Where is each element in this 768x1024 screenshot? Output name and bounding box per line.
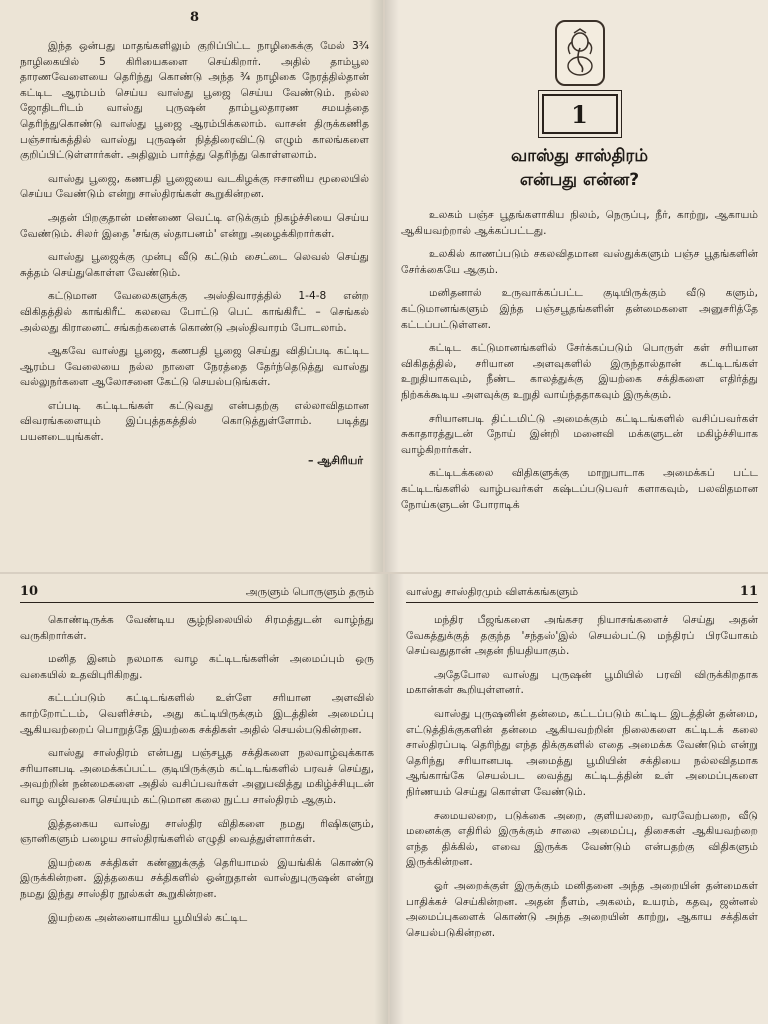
paragraph: உலகில் காணப்படும் சகலவிதமான வஸ்துக்களும் பஞ்ச பூதங்களின் சேர்க்கையே ஆகும். [401, 248, 758, 276]
paragraph: உலகம் பஞ்ச பூதங்களாகிய நிலம், நெருப்பு, நீர், காற்று, ஆகாயம் ஆகியவற்றால் ஆக்கப்பட்டது. [401, 209, 758, 237]
paragraph: இயற்கை அன்னையாகிய பூமியில் கட்டிட [48, 911, 248, 924]
paragraph: அதன் பிறகுதான் மண்ணை வெட்டி எடுக்கும் நிகழ்ச்சியை செய்ய வேண்டும். சிலர் இதை 'சங்கு ஸ்தாபனம்' என்று அழைக்கிறார்கள். [20, 211, 369, 240]
paragraph: கொண்டிருக்க வேண்டிய சூழ்நிலையில் சிரமத்துடன் வாழ்ந்து வருகிறார்கள். [20, 614, 374, 642]
chapter-number: 1 [542, 94, 618, 134]
author-signature: – ஆசிரியர் [308, 453, 363, 467]
page-8 [0, 0, 383, 572]
page-9 [385, 0, 768, 572]
paragraph: வாஸ்து பூஜைக்கு முன்பு வீடு கட்டும் சைட்டை லெவல் செய்து சுத்தம் செய்துகொள்ள வேண்டும். [20, 251, 369, 279]
paragraph: அதேபோல வாஸ்து புருஷன் பூமியில் பரவி விருக்கிறதாக மகான்கள் கூறியுள்ளனர். [406, 668, 758, 697]
gutter-shadow [369, 0, 383, 572]
paragraph: வாஸ்து சாஸ்திரம் என்பது பஞ்சபூத சக்திகளை நலவாழ்வுக்காக சரியானபடி அமைக்கப்பட்ட குடியிருக்கும் கட்டிடங்களில் பரவச் செய்து, அவற்றின் நன்மைகளை அதில் வசிப்பவர்கள் அனுபவித்து மகிழ்ச்சியுடன் வாழ வழிவகை செய்யும் கட்டுமான கலை நுட்ப சாஸ்திரம் ஆகும். [20, 747, 374, 806]
running-header [20, 574, 374, 603]
chapter-title [401, 144, 758, 192]
paragraph: சரியானபடி திட்டமிட்டு அமைக்கும் கட்டிடங்களில் வசிப்பவர்கள் சுகாதாரத்துடன் நோய் இன்றி மனைவி மக்களுடன் மகிழ்ச்சியாக வாழ்கிறார்கள். [401, 412, 758, 456]
gutter-shadow [385, 0, 399, 572]
page-10 [0, 574, 388, 1024]
paragraph: எப்படி கட்டிடங்கள் கட்டுவது என்பதற்கு எல்லாவிதமான விவரங்களையும் இப்புத்தகத்தில் கொடுத்துள்ளோம். படித்து பயனடையுங்கள். [20, 399, 369, 444]
paragraph: கட்டுமான வேலைகளுக்கு அஸ்திவாரத்தில் 1-4-8 என்ற விகிதத்தில் காங்கிரீட் கலவை போட்டு பெட் காங்கிரீட் – செங்கல் அல்லது கிரானைட் சங்கற்களைக் கொண்டு அஸ்திவாரம் போடலாம். [20, 290, 369, 334]
paragraph: மனிதனால் உருவாக்கப்பட்ட குடியிருக்கும் வீடு களும், கட்டுமானங்களும் இந்த பஞ்சபூதங்களின் தன்மைகளை அனுசரித்தே கட்டப்பட்டுள்ளன. [401, 287, 758, 331]
chapter-title-line1: வாஸ்து சாஸ்திரம் [510, 146, 649, 166]
ganesha-emblem-icon [555, 20, 605, 86]
paragraph: கட்டிட கட்டுமானங்களில் சேர்க்கப்படும் பொருள் கள் சரியான விகிதத்தில், சரியான அளவுகளில் இருந்தால்தான் கட்டிடங்கள் உறுதியாகவும், நீண்ட காலத்துக்கு இயற்கை சக்திகளை எதிர்த்து நிற்கக்கூடிய அளவுக்கு உறுதி வாய்ந்ததாகவும் இருக்கும். [401, 342, 758, 401]
paragraph: சமையலறை, படுக்கை அறை, குளியலறை, வரவேற்பறை, வீடு மனைக்கு எதிரில் இருக்கும் சாலை அமைப்பு, திசைகள் ஆகியவற்றை எந்த திக்கில், எவை இருக்க வேண்டும் என்பதற்கு விதிகளும் இருக்கின்றன. [406, 809, 758, 869]
paragraph: வாஸ்து பூஜை, கணபதி பூஜையை வடகிழக்கு ஈசானிய மூலையில் செய்ய வேண்டும் என்று சாஸ்திரங்கள் கூறுகின்றன. [20, 172, 369, 201]
page-number: 8 [189, 10, 200, 25]
paragraph: வாஸ்து புருஷனின் தன்மை, கட்டப்படும் கட்டிட இடத்தின் தன்மை, எட்டுத்திக்குகளின் தன்மை ஆகியவற்றின் நிலைகளை கட்டிடக் கலை சாஸ்திரப்படி தெரிந்து எந்த திக்குகளில் எதை அமைக்க வேண்டும் என்று தெரிந்து சரியானபடி அமைத்து பூமியின் சக்தியை நல்லவிதமாக ஆங்காங்கே செயல்பட வைத்து கட்டிடத்தின் உள் அமைப்புகளை நிர்ணயம் செய்து கொள்ள வேண்டும். [406, 707, 758, 798]
running-header [406, 574, 758, 603]
paragraph: கட்டப்படும் கட்டிடங்களில் உள்ளே சரியான அளவில் காற்றோட்டம், வெளிச்சம், அது கட்டியிருக்கும் இடத்தின் அமைப்பு ஆகியவற்றைப் பொறுத்தே இயற்கை சக்திகள் அதில் செயல்படுகின்றன. [20, 692, 374, 736]
running-head-title: அருளும் பொருளும் தரும் [245, 586, 374, 598]
page-number: 10 [20, 584, 39, 599]
paragraph: இந்த ஒன்பது மாதங்களிலும் குறிப்பிட்ட நாழிகைக்கு மேல் 3¾ நாழிகையில் 5 கிரியைகளை செய்கிறார். அதில் தாம்பூல தாரணவேளையை தெரிந்து கொண்டு அந்த ¾ நாழிகை நேரத்தில்தான் கட்டிட ஆரம்பம் செய்ய வாஸ்து பூஜை செய்ய வேண்டும். நல்ல ஜோதிடரிடம் வாஸ்து புருஷன் தாம்பூலதாரண சமயத்தை தெரிந்துகொண்டு வாஸ்து பூஜை ஆரம்பிக்கலாம். வாசன் திருக்கணித பஞ்சாங்கத்தில் வாஸ்து புருஷன் நித்திரைவிட்டு எழும் காலங்களை குறிப்பிட்டுள்ளார்கள். அதிலும் பார்த்து தெரிந்து கொள்ளலாம். [20, 40, 369, 162]
paragraph: இத்தகைய வாஸ்து சாஸ்திர விதிகளை நமது ரிஷிகளும், ஞானிகளும் பழைய சாஸ்திரங்களில் எழுதி வைத்துள்ளார்கள். [20, 817, 374, 846]
paragraph: ஓர் அறைக்குள் இருக்கும் மனிதனை அந்த அறையின் தன்மைகள் பாதிக்கச் செய்கின்றன. அதன் நீளம், அகலம், உயரம், கதவு, ஜன்னல் அமைப்புகளைக் கொண்டு அந்த அறையின் காற்று, ஆகாய சக்திகள் செயல்படுகின்றன. [406, 879, 758, 939]
gutter-shadow [374, 574, 388, 1024]
paragraph: இயற்கை சக்திகள் கண்ணுக்குத் தெரியாமல் இயங்கிக் கொண்டு இருக்கின்றன. இத்தகைய சக்திகளில் ஒன்றுதான் வாஸ்துபுருஷன் என்று நமது இந்து சாஸ்திர நூல்கள் கூறுகின்றன. [20, 856, 374, 900]
gutter-shadow [390, 574, 404, 1024]
page-11 [390, 574, 768, 1024]
paragraph: மந்திர பீஜங்களை அங்கசர நியாசங்களைச் செய்து அதன் வேகத்துக்குத் தகுந்த 'சந்தஸ்'இல் செயல்பட்டு மந்திரப் பிரயோகம் செய்வதுதான் அதன் நியதியாகும். [406, 614, 758, 658]
paragraph: மனித இனம் நலமாக வாழ கட்டிடங்களின் அமைப்பும் ஒரு வகையில் உதவிபுரிகிறது. [20, 653, 374, 681]
running-head-title: வாஸ்து சாஸ்திரமும் விளக்கங்களும் [406, 586, 579, 598]
paragraph: கட்டிடக்கலை விதிகளுக்கு மாறுபாடாக அமைக்கப் பட்ட கட்டிடங்களில் வாழ்பவர்கள் கஷ்டப்படுபவர் களாகவும், பலவிதமான நோய்களுடன் போராடிக் [401, 467, 758, 511]
chapter-title-line2: என்பது என்ன? [519, 170, 640, 190]
paragraph: ஆகவே வாஸ்து பூஜை, கணபதி பூஜை செய்து விதிப்படி கட்டிட ஆரம்ப வேலையை நல்ல நாளை நேரத்தை தேர்ந்தெடுத்து வாஸ்து வல்லுநர்களை ஆலோசனை கேட்டு செயல்படுங்கள். [20, 345, 369, 389]
page-number: 11 [739, 584, 758, 599]
